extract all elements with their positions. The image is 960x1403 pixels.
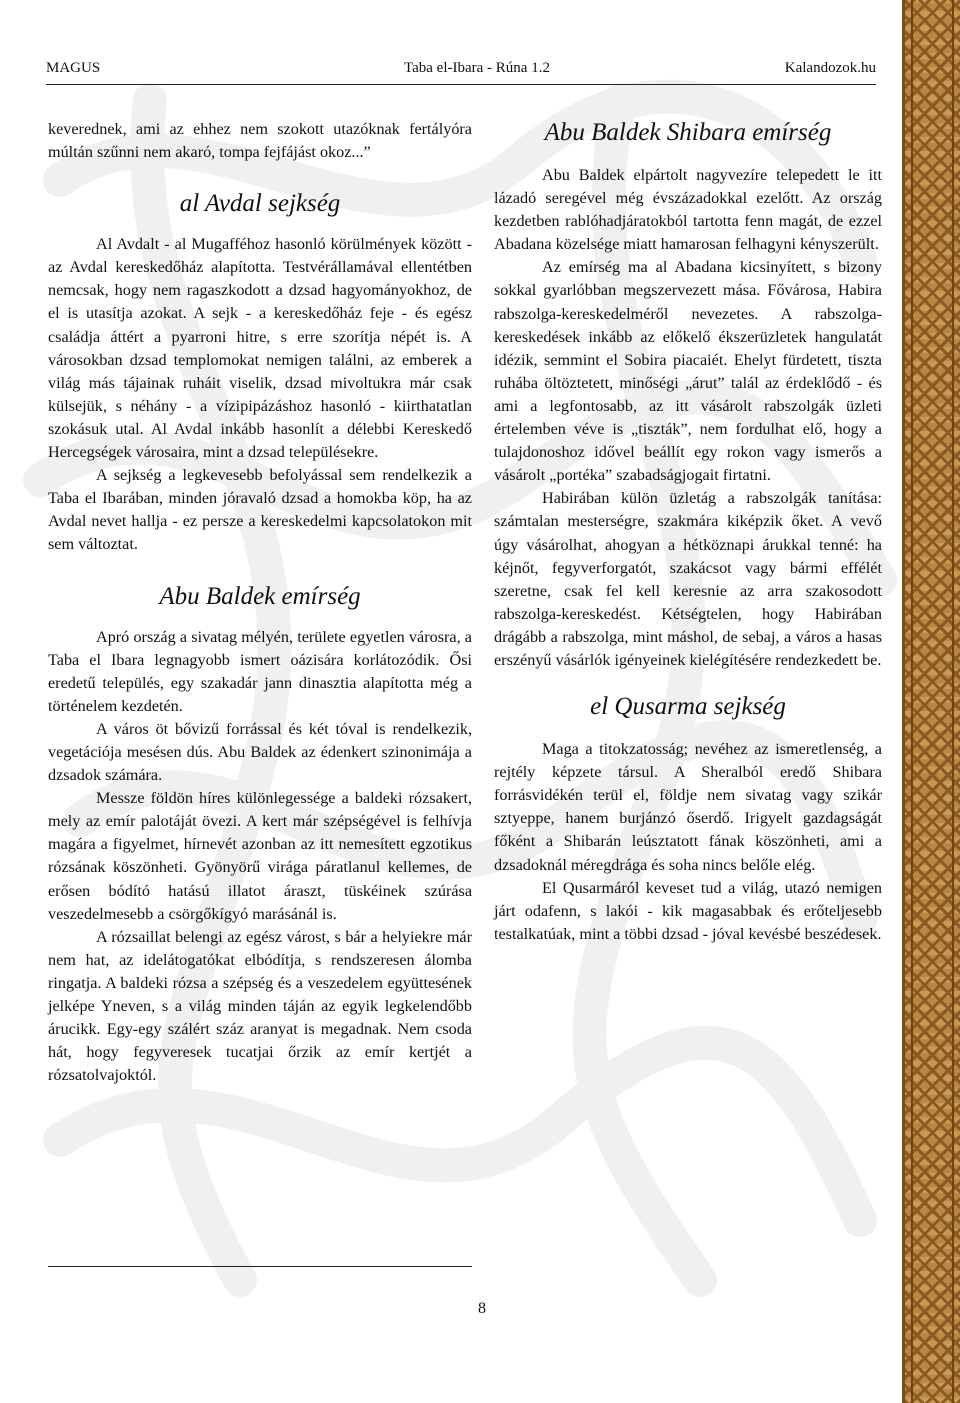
page-number: 8 [478, 1300, 486, 1317]
abu-baldek-paragraph-2: A város öt bővizű forrással és két tóval is rendelkezik, vegetációja mesésen dús. Abu Baldek az édenkert szinonimája a dzsadok számára. [48, 719, 472, 785]
avdal-paragraph-2: A sejkség a legkevesebb befolyással sem rendelkezik a Taba el Ibarában, minden jóravaló dzsad a homokba köp, ha az Avdal nevet hallja - ez persze a kereskedelmi kapcsolatokon mit sem változtat. [48, 466, 472, 554]
section-title-qusarma: el Qusarma sejkség [590, 693, 786, 721]
shibara-paragraph-2: Az emírség ma al Abadana kicsinyített, s bizony sokkal gyarlóbban megszervezett mása. Fővárosa, Habira rabszolga-kereskedelméről nevezetes. A rabszolga-kereskedések inkább az előkelő ékszerüzletek hangulatát idézik, semmint el Sobira piacaiét. Ehelyt fürdetett, tiszta ruhába öltöztetett, minőségi „árut” talál az érdeklődő - és ami a legfontosabb, az itt vásárolt rabszolgák üzleti értelemben véve is „tiszták”, nem fordulhat elő, hogy a tulajdonoshoz idővel beállít egy rokon vagy ismerős a vásárolt „portéka” szabadságjogait firtatni. [494, 258, 882, 485]
abu-baldek-paragraph-3: Messze földön híres különlegessége a baldeki rózsakert, mely az emír palotáját övezi. A kert már szépségével is felhívja magára a figyelmet, hírnevét azonban az itt nemesített egzotikus rózsának köszönheti. Gyönyörű virága páratlanul kellemes, de erősen bódító hatású illatot áraszt, tüskéinek szúrása veszedelmesebb a csörgőkígyó marásánál is. [48, 789, 472, 923]
decorative-border [902, 0, 960, 1403]
left-column [48, 118, 472, 1087]
right-column [494, 118, 882, 946]
abu-baldek-paragraph-1: Apró ország a sivatag mélyén, területe egyetlen városra, a Taba el Ibara legnagyobb ismert oázisára korlátozódik. Ősi eredetű település, egy szakadár jann dinasztia alapította még a történelem kezdetén. [48, 627, 472, 715]
header-rule [46, 84, 876, 85]
shibara-paragraph-3: Habirában külön üzletág a rabszolgák tanítása: számtalan mesterségre, szakmára kiképzik őket. A vevő úgy vásárolhat, ahogyan a hétköznapi árukkal tenné: ha kéjnőt, fegyverforgatót, szakácsot vagy bármi effélét szeretne, csak fel kell keresnie az arra szakosodott rabszolga-kereskedést. Kétségtelen, hogy Habirában drágább a rabszolga, mint máshol, de sebaj, a város a hasas erszényű vásárlók igényeinek kielégítésére rendezkedett be. [494, 489, 882, 669]
section-title-abu-baldek: Abu Baldek emírség [159, 582, 361, 610]
qusarma-paragraph-2: El Qusarmáról keveset tud a világ, utazó nemigen járt odafenn, s lakói - kik magasabbak és erőteljesebb testalkatúak, mint a többi dzsad - jóval kevésbé beszédesek. [494, 878, 882, 943]
header-publication: MAGUS [46, 60, 101, 76]
avdal-paragraph-1: Al Avdalt - al Mugafféhoz hasonló körülmények között - az Avdal kereskedőház alapította. Testvérállamával ellentétben nemcsak, hogy nem ragaszkodott a dzsad hagyományokhoz, de el is utasítja azokat. A sejk - a kereskedőház feje - és egész családja áttért a pyarroni hitre, s erre szorítja népét is. A városokban dzsad templomokat nemigen találni, az emberek a világ más tájainak ruháit viselik, dzsad mivoltukra már csak külsejük, s néhány - a vízipipázáshoz hasonló - kiirthatatlan szokásuk utal. Al Avdal inkább hasonlít a délebbi Kereskedő Hercegségek városaira, mint a dzsad településekre. [48, 235, 472, 462]
shibara-paragraph-1: Abu Baldek elpártolt nagyvezíre telepedett le itt lázadó seregével még évszázadokkal ezelőtt. Az ország kezdetben rablóhadjáratokból tartotta fenn magát, de ezzel Abadana közelsége miatt hamarosan felhagyni kényszerült. [494, 166, 882, 254]
header-title: Taba el-Ibara - Rúna 1.2 [404, 60, 550, 76]
section-title-shibara: Abu Baldek Shibara emírség [544, 119, 832, 146]
qusarma-paragraph-1: Maga a titokzatosság; nevéhez az ismeretlenség, a rejtély képzete társul. A Sheralból eredő Shibara forrásvidékén terül el, földje nem sivatag vagy szikár sztyeppe, hanem burjánzó őserdő. Irigyelt gazdagságát főként a Shibarán leúsztatott fának köszönheti, ami a dzsadoknál méregdrága és soha nincs belőle elég. [494, 740, 882, 874]
header-website: Kalandozok.hu [784, 60, 876, 76]
abu-baldek-paragraph-4: A rózsaillat belengi az egész várost, s bár a helyiekre már nem hat, az idelátogatókat elbódítja, s rendszeresen álomba ringatja. A baldeki rózsa a szépség és a veszedelem együttesének jelképe Yneven, s a világ minden táján az egyik legkelendőbb árucikk. Egy-egy szálért száz aranyat is megadnak. Nem csoda hát, hogy fegyveresek tucatjai őrzik az emír kertjét a rózsatolvajoktól. [48, 927, 472, 1085]
footer-rule [48, 1266, 472, 1267]
intro-paragraph: keverednek, ami az ehhez nem szokott utazóknak fertályóra múltán szűnni nem akaró, tompa fejfájást okoz...” [48, 120, 472, 162]
section-title-avdal: al Avdal sejkség [179, 190, 341, 218]
